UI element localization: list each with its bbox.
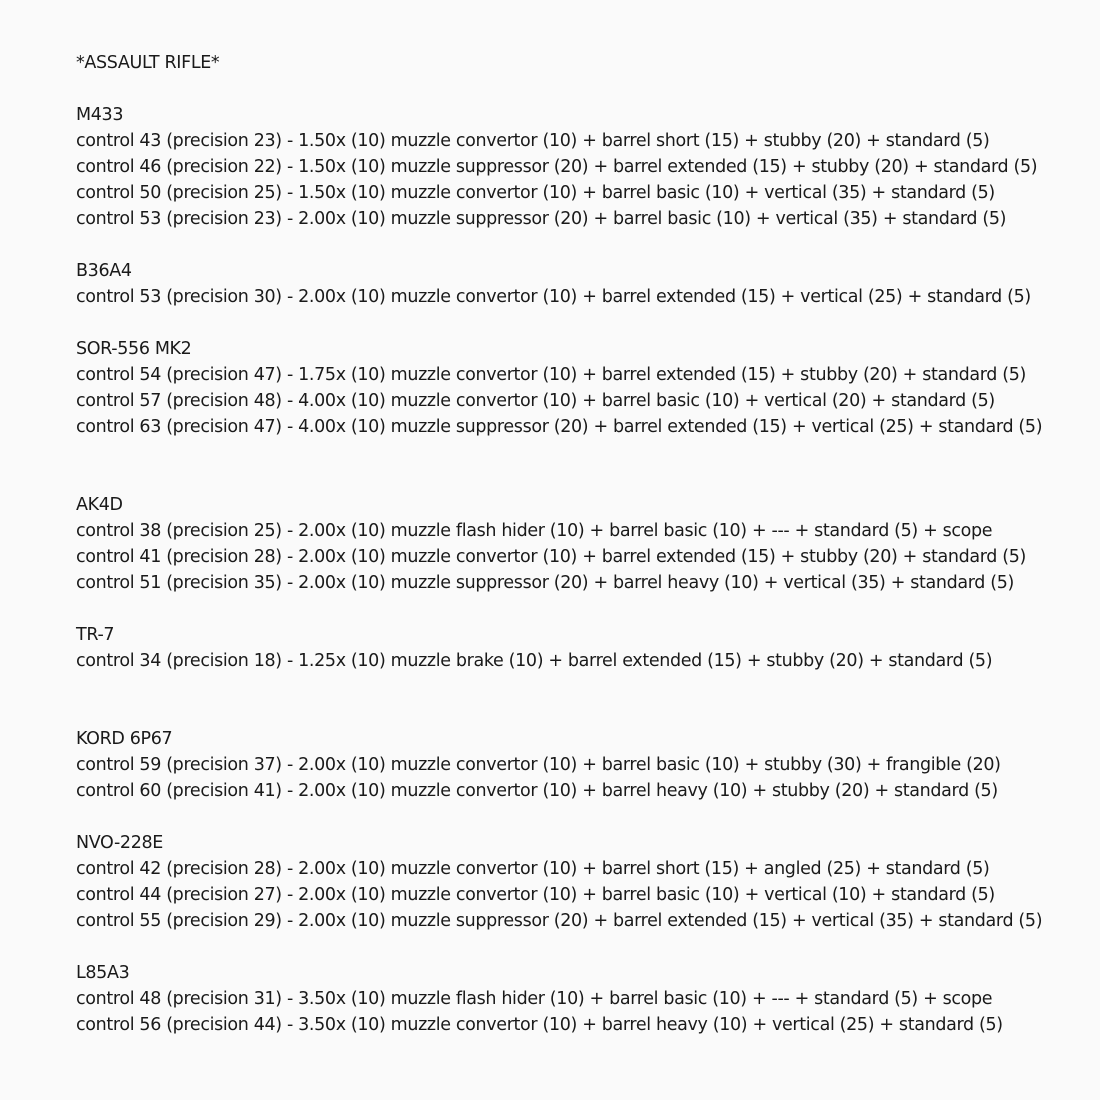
build-line: control 63 (precision 47) - 4.00x (10) muzzle suppressor (20) + barrel extended (15) + vertical (25) + standard (5): [76, 417, 1043, 437]
spacer: [76, 440, 1076, 466]
build-line: control 56 (precision 44) - 3.50x (10) muzzle convertor (10) + barrel heavy (10) + vertical (25) + standard (5): [76, 1015, 1003, 1035]
weapon-section: [76, 726, 1076, 830]
spacer: [76, 232, 1076, 258]
weapon-name: KORD 6P67: [76, 729, 173, 749]
spacer: [76, 674, 1076, 700]
build-line: control 60 (precision 41) - 2.00x (10) muzzle convertor (10) + barrel heavy (10) + stubby (20) + standard (5): [76, 781, 998, 801]
weapon-name: NVO-228E: [76, 833, 163, 853]
weapon-section: [76, 622, 1076, 726]
document-body: [76, 50, 1076, 1038]
weapon-section: [76, 830, 1076, 960]
build-line: control 48 (precision 31) - 3.50x (10) muzzle flash hider (10) + barrel basic (10) + --- + standard (5) + scope: [76, 989, 993, 1009]
build-line: control 59 (precision 37) - 2.00x (10) muzzle convertor (10) + barrel basic (10) + stubby (30) + frangible (20): [76, 755, 1001, 775]
weapon-name: B36A4: [76, 261, 132, 281]
spacer: [76, 76, 1076, 102]
spacer: [76, 310, 1076, 336]
weapon-name: TR-7: [76, 625, 115, 645]
weapon-section: [76, 102, 1076, 258]
build-line: control 43 (precision 23) - 1.50x (10) muzzle convertor (10) + barrel short (15) + stubby (20) + standard (5): [76, 131, 990, 151]
build-line: control 50 (precision 25) - 1.50x (10) muzzle convertor (10) + barrel basic (10) + vertical (35) + standard (5): [76, 183, 995, 203]
spacer: [76, 700, 1076, 726]
weapon-name: M433: [76, 105, 124, 125]
build-line: control 42 (precision 28) - 2.00x (10) muzzle convertor (10) + barrel short (15) + angled (25) + standard (5): [76, 859, 990, 879]
build-line: control 57 (precision 48) - 4.00x (10) muzzle convertor (10) + barrel basic (10) + vertical (20) + standard (5): [76, 391, 995, 411]
weapon-section: [76, 492, 1076, 622]
weapon-section: [76, 336, 1076, 492]
spacer: [76, 804, 1076, 830]
build-line: control 53 (precision 30) - 2.00x (10) muzzle convertor (10) + barrel extended (15) + vertical (25) + standard (5): [76, 287, 1031, 307]
weapon-name: SOR-556 MK2: [76, 339, 192, 359]
document-title: *ASSAULT RIFLE*: [76, 53, 220, 73]
spacer: [76, 596, 1076, 622]
build-line: control 51 (precision 35) - 2.00x (10) muzzle suppressor (20) + barrel heavy (10) + vertical (35) + standard (5): [76, 573, 1014, 593]
spacer: [76, 934, 1076, 960]
weapon-section: [76, 960, 1076, 1038]
build-line: control 38 (precision 25) - 2.00x (10) muzzle flash hider (10) + barrel basic (10) + --- + standard (5) + scope: [76, 521, 993, 541]
build-line: control 44 (precision 27) - 2.00x (10) muzzle convertor (10) + barrel basic (10) + vertical (10) + standard (5): [76, 885, 995, 905]
weapon-list: [76, 102, 1076, 1038]
build-line: control 53 (precision 23) - 2.00x (10) muzzle suppressor (20) + barrel basic (10) + vertical (35) + standard (5): [76, 209, 1007, 229]
build-line: control 41 (precision 28) - 2.00x (10) muzzle convertor (10) + barrel extended (15) + stubby (20) + standard (5): [76, 547, 1026, 567]
weapon-name: L85A3: [76, 963, 130, 983]
build-line: control 55 (precision 29) - 2.00x (10) muzzle suppressor (20) + barrel extended (15) + vertical (35) + standard (5): [76, 911, 1043, 931]
spacer: [76, 466, 1076, 492]
build-line: control 54 (precision 47) - 1.75x (10) muzzle convertor (10) + barrel extended (15) + stubby (20) + standard (5): [76, 365, 1026, 385]
weapon-name: AK4D: [76, 495, 123, 515]
build-line: control 34 (precision 18) - 1.25x (10) muzzle brake (10) + barrel extended (15) + stubby (20) + standard (5): [76, 651, 993, 671]
weapon-section: [76, 258, 1076, 336]
build-line: control 46 (precision 22) - 1.50x (10) muzzle suppressor (20) + barrel extended (15) + stubby (20) + standard (5): [76, 157, 1038, 177]
